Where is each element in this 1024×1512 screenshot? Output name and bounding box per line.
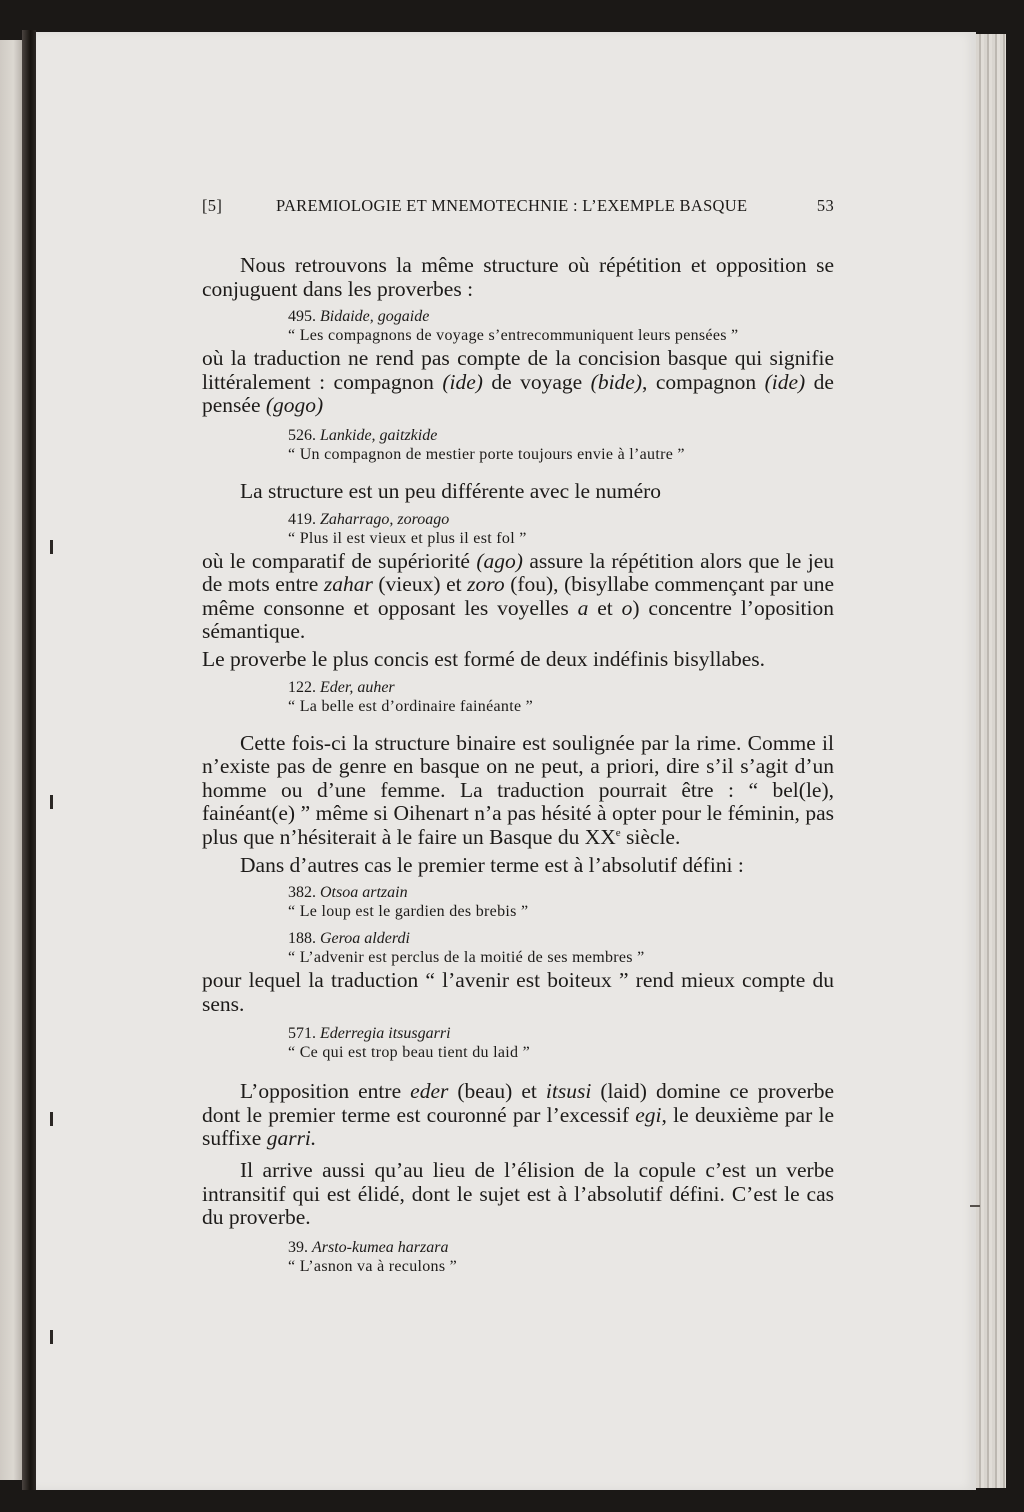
binding-mark	[50, 795, 53, 809]
proverb-example	[202, 678, 834, 716]
proverb-example	[202, 510, 834, 548]
proverb-basque: Ederregia itsusgarri	[320, 1025, 451, 1043]
page-edges	[976, 34, 1006, 1488]
paragraph: Nous retrouvons la même structure où répétition et opposition se conjuguent dans les proverbes :	[202, 253, 834, 301]
proverb-translation: “ Les compagnons de voyage s’entrecommuniquent leurs pensées ”	[288, 327, 739, 345]
proverb-basque: Arsto-kumea harzara	[312, 1238, 449, 1256]
binding-mark	[50, 1330, 53, 1344]
running-title: PAREMIOLOGIE ET MNEMOTECHNIE : L’EXEMPLE BASQUE	[276, 196, 748, 215]
running-header	[202, 196, 834, 216]
proverb-number: 495.	[288, 308, 316, 326]
left-page-edge	[0, 40, 22, 1480]
proverb-example	[202, 929, 834, 967]
proverb-number: 382.	[288, 884, 316, 902]
paragraph: Le proverbe le plus concis est formé de deux indéfinis bisyllabes.	[202, 646, 766, 671]
paragraph: Dans d’autres cas le premier terme est à l’absolutif défini :	[240, 852, 744, 877]
proverb-example	[202, 426, 834, 464]
proverb-translation: “ Le loup est le gardien des brebis ”	[288, 903, 529, 921]
book-gutter	[22, 30, 36, 1490]
binding-mark	[50, 540, 53, 554]
paragraph: La structure est un peu différente avec le numéro	[240, 478, 662, 503]
paragraph: L’opposition entre eder (beau) et itsusi (laid) domine ce proverbe dont le premier terme est couronné par l’excessif egi, le deuxième par le suffixe garri.	[202, 1079, 835, 1151]
proverb-translation: “ La belle est d’ordinaire fainéante ”	[288, 697, 534, 715]
proverb-basque: Bidaide, gogaide	[320, 308, 430, 326]
page-number: 53	[816, 196, 834, 215]
proverb-basque: Geroa alderdi	[320, 930, 410, 948]
section-number: [5]	[202, 196, 223, 215]
proverb-number: 39.	[288, 1238, 308, 1256]
binding-mark	[50, 1112, 53, 1126]
proverb-translation: “ Plus il est vieux et plus il est fol ”	[288, 529, 527, 547]
proverb-number: 122.	[288, 678, 316, 696]
paragraph: pour lequel la traduction “ l’avenir est boiteux ” rend mieux compte du sens.	[202, 968, 834, 1016]
proverb-translation: “ L’asnon va à reculons ”	[288, 1257, 458, 1275]
proverb-translation: “ L’advenir est perclus de la moitié de ses membres ”	[288, 949, 645, 967]
proverb-translation: “ Ce qui est trop beau tient du laid ”	[288, 1044, 531, 1062]
proverb-example	[202, 883, 834, 921]
proverb-basque: Otsoa artzain	[320, 884, 408, 902]
proverb-number: 526.	[288, 426, 316, 444]
paragraph: où le comparatif de supériorité (ago) assure la répétition alors que le jeu de mots entre zahar (vieux) et zoro (fou), (bisyllabe commençant par une même consonne et opposant les voyelles a et o) concentre l’oposition sémantique.	[202, 548, 834, 644]
page-mark	[970, 1205, 980, 1207]
paragraph: où la traduction ne rend pas compte de la concision basque qui signifie littéralement : compagnon (ide) de voyage (bide), compagnon (ide) de pensée (gogo)	[202, 346, 834, 418]
proverb-basque: Lankide, gaitzkide	[320, 426, 438, 444]
proverb-number: 571.	[288, 1025, 316, 1043]
proverb-number: 419.	[288, 510, 316, 528]
proverb-example	[202, 1024, 834, 1062]
proverb-basque: Eder, auher	[320, 678, 395, 696]
proverb-example	[202, 307, 834, 345]
proverb-basque: Zaharrago, zoroago	[320, 510, 450, 528]
proverb-number: 188.	[288, 930, 316, 948]
proverb-example	[202, 1238, 834, 1276]
paragraph: Il arrive aussi qu’au lieu de l’élision de la copule c’est un verbe intransitif qui est élidé, dont le sujet est à l’absolutif défini. C’est le cas du proverbe.	[202, 1158, 834, 1230]
proverb-translation: “ Un compagnon de mestier porte toujours envie à l’autre ”	[288, 445, 685, 463]
paragraph: Cette fois-ci la structure binaire est soulignée par la rime. Comme il n’existe pas de genre en basque on ne peut, a priori, dire s’il s’agit d’un homme ou d’une femme. La traduction pourrait être : “ bel(le), fainéant(e) ” même si Oihenart n’a pas hésité à opter pour le féminin, pas plus que n’hésiterait à le faire un Basque du XXe siècle.	[202, 730, 834, 849]
page-body	[202, 254, 834, 1276]
